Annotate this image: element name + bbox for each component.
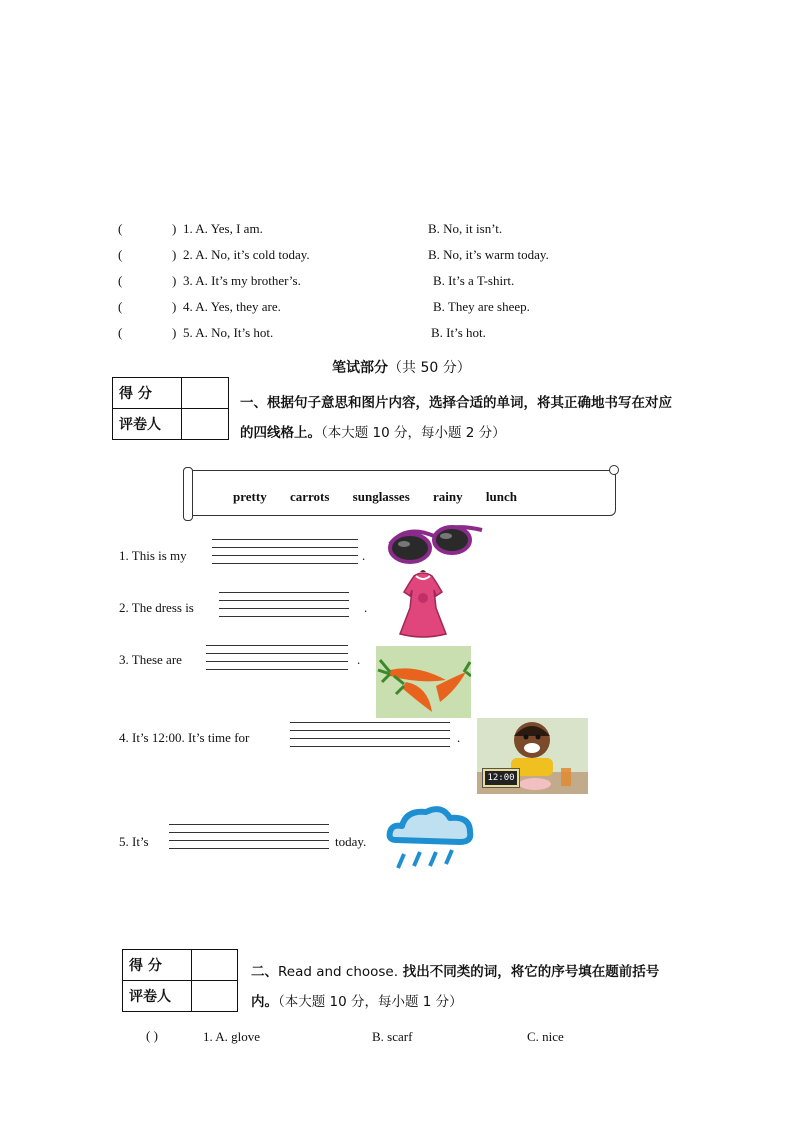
section1-instruction-main: 一、根据句子意思和图片内容，选择合适的单词，将其正确地书写在对应的四线格上。: [240, 395, 672, 441]
answer-paren-open[interactable]: (: [118, 247, 123, 262]
score-label: 得 分: [123, 950, 192, 981]
option-a: 2. A. No, it’s cold today.: [183, 247, 310, 262]
fill-item-4-text: 4. It’s 12:00. It’s time for: [119, 730, 250, 745]
scroll-curl-left: [183, 467, 193, 521]
score-cell[interactable]: [192, 950, 238, 981]
four-line-grid-5[interactable]: [169, 824, 329, 849]
carrots-icon: [376, 646, 471, 718]
option-a: 4. A. Yes, they are.: [183, 299, 281, 314]
rain-cloud-icon: [386, 804, 476, 872]
fill-item-1-text: 1. This is my: [119, 548, 187, 563]
option-a: 5. A. No, It’s hot.: [183, 325, 274, 340]
score-box: [122, 949, 238, 1012]
option-a: 1. A. glove: [203, 1029, 261, 1044]
dress-icon: [396, 568, 450, 640]
section1-instruction-note: （本大题 10 分，每小题 2 分）: [321, 425, 506, 441]
answer-paren-open[interactable]: (: [118, 299, 123, 314]
option-b: B. It’s a T-shirt.: [433, 273, 515, 288]
answer-paren-open[interactable]: (: [118, 221, 123, 236]
option-b: B. No, it’s warm today.: [428, 247, 549, 262]
written-points: （共 50 分）: [388, 360, 471, 376]
fill-item-5-text: 5. It’s: [119, 834, 149, 849]
sunglasses-icon: [386, 518, 486, 570]
fill-item-5-end: today.: [335, 834, 367, 849]
written-title-text: 笔试部分: [332, 360, 388, 376]
score-cell[interactable]: [182, 378, 229, 409]
clock-time: 12:00: [485, 771, 517, 785]
fill-item-2-text: 2. The dress is: [119, 600, 194, 615]
four-line-grid-3[interactable]: [206, 645, 348, 670]
answer-paren-open[interactable]: (: [118, 325, 123, 340]
fill-item-3-text: 3. These are: [119, 652, 182, 667]
section2-instruction-main: 找出不同类的词，将它的序号填在题前括号内。: [251, 964, 660, 1010]
option-a: 1. A. Yes, I am.: [183, 221, 263, 236]
word-bank-item: carrots: [289, 489, 330, 504]
answer-paren[interactable]: ( ): [146, 1028, 158, 1043]
four-line-grid-2[interactable]: [219, 592, 349, 617]
clock-box: [482, 768, 520, 788]
section2-instruction-note: （本大题 10 分，每小题 1 分）: [278, 994, 463, 1010]
four-line-grid-4[interactable]: [290, 722, 450, 747]
section2-instruction-en: Read and choose.: [278, 964, 399, 980]
answer-paren-open[interactable]: (: [118, 273, 123, 288]
word-bank-item: sunglasses: [352, 489, 410, 504]
grader-cell[interactable]: [182, 409, 229, 440]
four-line-grid-1[interactable]: [212, 539, 358, 564]
option-b: B. No, it isn’t.: [428, 221, 503, 236]
word-bank: [233, 489, 537, 505]
word-bank-item: rainy: [433, 489, 463, 504]
fill-item-4-end: .: [457, 730, 461, 745]
fill-item-1-end: .: [362, 548, 366, 563]
score-label: 得 分: [113, 378, 182, 409]
fill-item-2-end: .: [364, 600, 368, 615]
section2-instruction-num: 二、: [251, 964, 278, 980]
grader-cell[interactable]: [192, 981, 238, 1012]
option-a: 3. A. It’s my brother’s.: [183, 273, 301, 288]
option-b: B. They are sheep.: [433, 299, 530, 314]
option-c: C. nice: [527, 1029, 564, 1044]
grader-label: 评卷人: [123, 981, 192, 1012]
answer-paren-close: ): [172, 247, 177, 262]
answer-paren-close: ): [172, 299, 177, 314]
option-b: B. It’s hot.: [431, 325, 486, 340]
answer-paren-close: ): [172, 273, 177, 288]
section2-instruction: [251, 957, 679, 1017]
grader-label: 评卷人: [113, 409, 182, 440]
fill-item-3-end: .: [357, 652, 361, 667]
score-box: [112, 377, 229, 440]
written-section-title: [332, 357, 471, 377]
scroll-curl-right: [609, 465, 619, 475]
answer-paren-close: ): [172, 325, 177, 340]
word-bank-item: lunch: [485, 489, 517, 504]
word-bank-item: pretty: [233, 489, 267, 504]
answer-paren-close: ): [172, 221, 177, 236]
word-bank-scroll: [186, 470, 616, 516]
section1-instruction: [240, 388, 680, 448]
option-b: B. scarf: [372, 1029, 413, 1044]
